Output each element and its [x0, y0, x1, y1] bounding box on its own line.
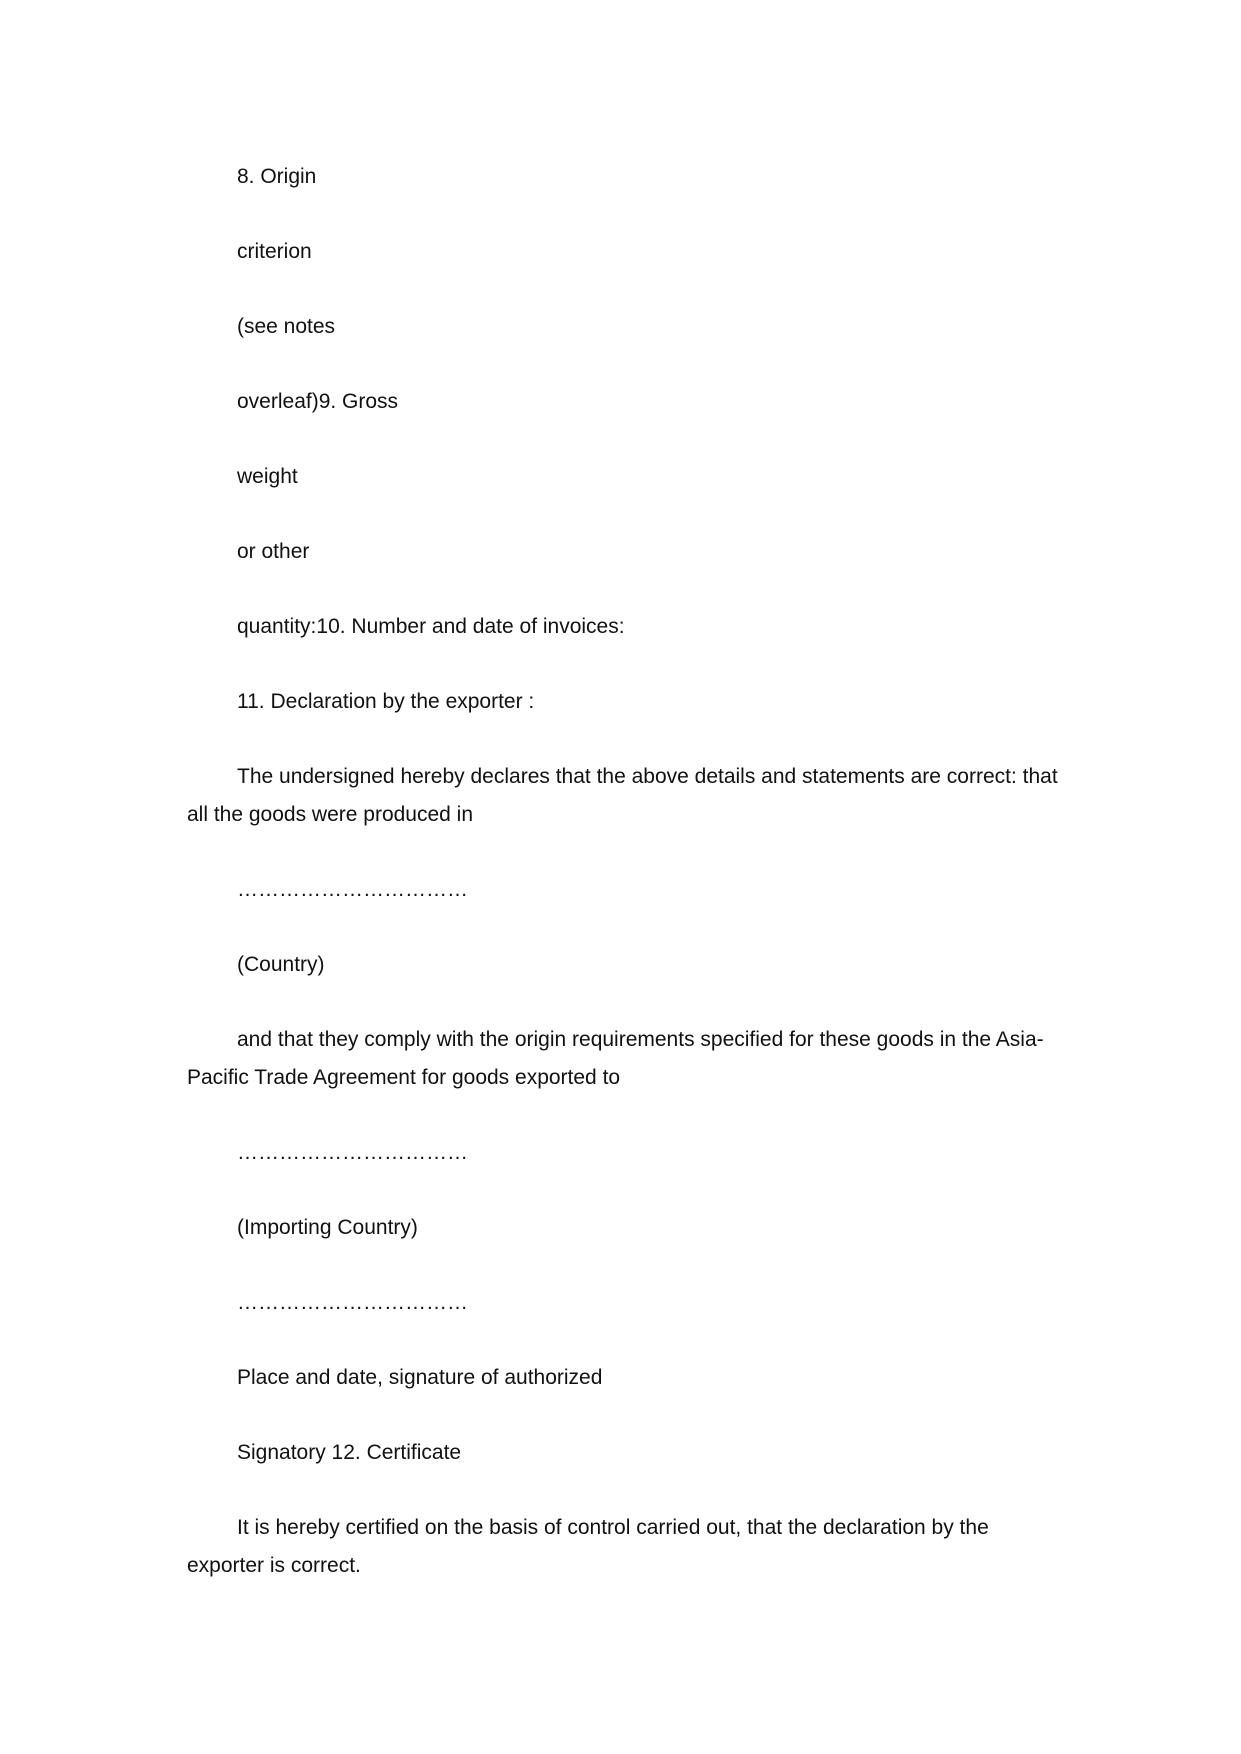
paragraph-certification-text: It is hereby certified on the basis of control carried out, that the declaration by the exporter is correct. [187, 1516, 989, 1577]
paragraph-place-date-signature: Place and date, signature of authorized [237, 1366, 603, 1389]
country-dotted-line: …………………………… [237, 878, 468, 901]
signature-dotted-line: …………………………… [237, 1291, 468, 1314]
paragraph-origin-heading: 8. Origin [237, 165, 317, 188]
paragraph-country-label: (Country) [237, 953, 325, 976]
document-body [187, 158, 1059, 1585]
paragraph-or-other: or other [237, 540, 310, 563]
paragraph-comply-text: and that they comply with the origin requirements specified for these goods in the Asia-Pacific Trade Agreement for goods exported to [187, 1028, 1044, 1089]
paragraph-importing-country-label: (Importing Country) [237, 1216, 418, 1239]
paragraph-overleaf-gross: overleaf)9. Gross [237, 390, 399, 413]
paragraph-quantity-invoices: quantity:10. Number and date of invoices: [237, 615, 625, 638]
paragraph-declaration-text: The undersigned hereby declares that the above details and statements are correct: that all the goods were produced in [187, 765, 1058, 826]
paragraph-declaration-heading: 11. Declaration by the exporter : [237, 690, 535, 713]
paragraph-criterion: criterion [237, 240, 312, 263]
paragraph-signatory-certificate: Signatory 12. Certificate [237, 1441, 462, 1464]
importing-country-dotted-line: …………………………… [237, 1141, 468, 1164]
paragraph-see-notes: (see notes [237, 315, 336, 338]
paragraph-weight: weight [237, 465, 298, 488]
